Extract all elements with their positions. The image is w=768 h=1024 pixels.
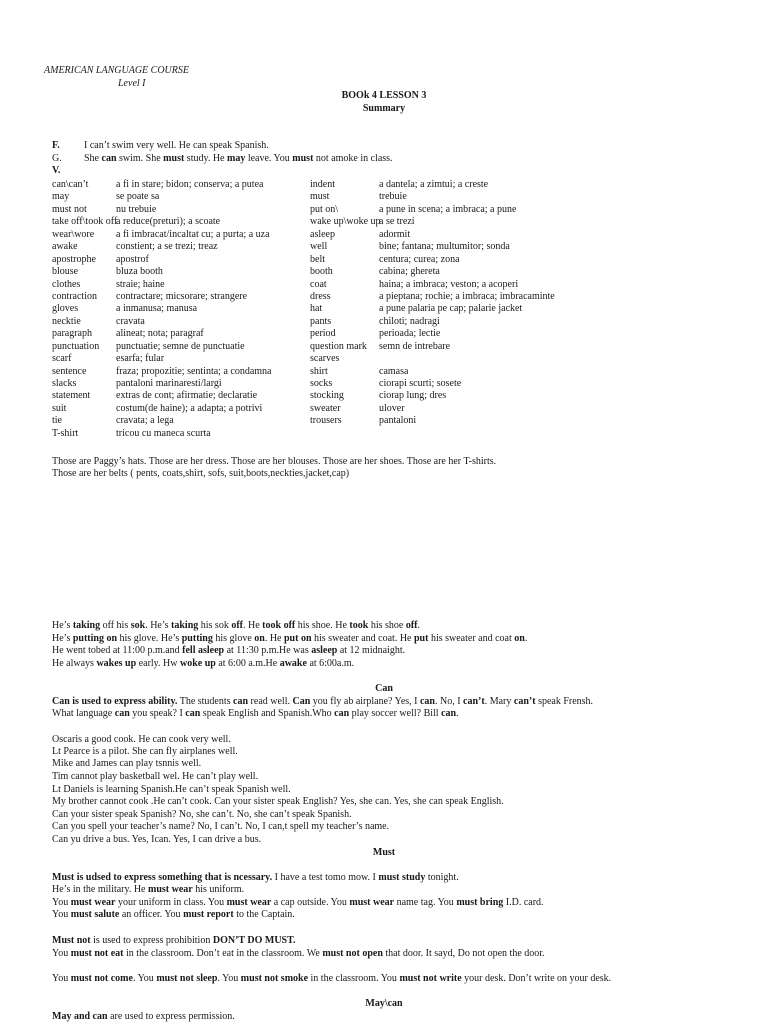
vocab-translation: tricou cu maneca scurta [116,427,211,439]
bold-text: awake [279,658,307,669]
text-segment: an officer. You [119,909,184,920]
vocab-word: awake [52,241,78,253]
can-line-2 [52,708,459,720]
vocab-word: suit [52,402,67,414]
taking-line-4 [52,658,354,670]
bold-text: off [231,620,243,631]
bold-text: can [114,708,130,719]
vocab-translation: cravata [116,315,145,327]
vocab-translation: cravata; a lega [116,415,174,427]
vocab-translation: a se trezi [379,216,415,228]
bold-text: putting on [72,633,118,644]
vocab-translation: fraza; propozitie; sentinta; a condamna [116,365,272,377]
bold-text: wakes up [96,658,137,669]
vocab-translation: straie; haine [116,278,165,290]
bold-text: can [233,696,249,707]
text-segment: What language [52,708,115,719]
vocab-translation: a pune in scena; a imbraca; a pune [379,203,517,215]
bold-text: can’t [513,696,536,707]
text-segment: . Mary [484,696,514,707]
bold-text: must wear [226,897,272,908]
bold-text: put [413,633,429,644]
vocab-translation: alineat; nota; paragraf [116,328,204,340]
bold-text: put on [284,633,312,644]
vocab-row [52,353,752,365]
vocab-row [52,366,752,378]
vocab-translation: a fi in stare; bidon; conserva; a putea [116,179,264,190]
bold-text: must study [378,872,426,883]
must-heading: Must [372,847,396,858]
text-segment: . [417,620,420,631]
text-segment: to the Captain. [233,909,295,920]
vocab-translation: apostrof [116,253,149,265]
can-example-line: My brother cannot cook .He can’t cook. Can your sister speak English? Yes, she can. Yes, she can speak English. [52,796,504,807]
vocab-row [52,328,752,340]
vocab-row [52,316,752,328]
vocab-translation: chiloti; nadragi [379,315,440,327]
vocab-translation: bluza booth [116,266,163,278]
text-segment: The students [177,696,234,707]
vocab-word: punctuation [52,340,100,352]
bold-text: must report [183,909,234,920]
vocab-word: scarf [52,353,72,365]
vocab-word: period [310,328,336,340]
text-segment: tonight. [425,872,459,883]
vocab-word: must not [52,203,87,215]
vocab-row [52,378,752,390]
bold-text: must not sleep [156,973,218,984]
can-line-1 [52,696,593,708]
vocab-word: pants [310,315,332,327]
bold-text: must wear [70,897,116,908]
must-line-2 [52,884,244,896]
bold-text: woke up [179,658,216,669]
vocab-word: apostrophe [52,253,96,265]
vocab-word: dress [310,290,331,302]
bold-text: can [441,708,457,719]
bold-text: Can [292,696,311,707]
text-segment: is used to express prohibition [90,935,213,946]
bold-text: fell asleep [182,645,225,656]
vocab-row [52,428,752,440]
text-segment: You [52,973,71,984]
text-segment: his sok [198,620,232,631]
text-segment: . You [217,973,241,984]
can-example-line: Lt Daniels is learning Spanish.He can’t speak Spanish well. [52,784,291,795]
vocab-word: coat [310,278,327,290]
section-f [52,140,269,152]
bold-text: on [254,633,265,644]
vocab-translation: perioada; lectie [379,328,441,340]
vocab-row [52,254,752,266]
can-example-line: Oscaris a good cook. He can cook very well. [52,734,231,745]
text-segment: I have a test tomo mow. I [272,872,379,883]
vocab-translation: a pune palaria pe cap; palarie jacket [379,303,523,315]
text-segment: your desk. Don’t write on your desk. [461,973,612,984]
text-segment: He always [52,658,97,669]
vocab-row [52,303,752,315]
can-example-line: Can your sister speak Spanish? No, she can’t. No, she can’t speak Spanish. [52,809,352,820]
vocab-word: paragraph [52,328,92,340]
text-segment: are used to express permission. [107,1011,235,1022]
text-segment: You [52,897,71,908]
can-example-line: Tim cannot play basketball wel. He can’t play well. [52,771,259,782]
must-not-line-3 [52,973,611,985]
vocab-word: wake up\woke up [310,216,381,228]
vocab-translation: ulover [379,402,405,414]
vocab-translation: pantaloni marinaresti/largi [116,378,222,389]
vocab-translation: pantaloni [379,415,417,427]
vocab-word: may [52,191,70,203]
vocab-row [52,191,752,203]
bold-text: May and can [52,1011,108,1022]
vocab-word: sentence [52,365,87,377]
section-g [52,153,393,165]
text-segment: He went tobed at 11:00 p.m.and [52,645,183,656]
bold-text: taking [171,620,199,631]
vocab-word: belt [310,253,325,265]
vocab-translation: nu trebuie [116,203,157,215]
text-segment: at 6:00a.m. [306,658,355,669]
vocab-word: trousers [310,415,342,427]
text-segment: He’s in the military. He [52,884,148,895]
must-not-line-1 [52,935,296,947]
text-segment: off his [100,620,131,631]
vocab-word: slacks [52,378,77,389]
vocab-word: put on\ [310,203,339,215]
text-segment: name tag. You [394,897,457,908]
vocab-row [52,341,752,353]
must-line-3 [52,897,544,909]
vocab-word: shirt [310,365,328,377]
bold-text: off [405,620,418,631]
bold-text: must salute [70,909,120,920]
vocab-word: gloves [52,303,79,315]
bold-text: must wear [349,897,395,908]
bold-text: putting [181,633,213,644]
text-segment: you fly ab airplane? Yes, I [310,696,420,707]
vocabulary-table [52,179,752,440]
taking-line-2 [52,633,527,645]
text-segment: . You [132,973,157,984]
vocab-row [52,266,752,278]
vocab-word: stocking [310,390,344,402]
vocab-translation: a reduce(preturi); a scoate [116,216,221,228]
text-segment: his uniform. [192,884,245,895]
text-segment: . He’s [145,620,172,631]
vocab-translation: extras de cont; afirmatie; declaratie [116,390,258,402]
bold-text: must not open [322,948,383,959]
can-example-line: Mike and James can play tsnnis well. [52,758,202,769]
maycan-heading: May\can [365,998,403,1009]
text-segment: You [52,909,71,920]
text-segment: . [456,708,459,719]
bold-text: can [185,708,201,719]
bold-text: must not eat [70,948,124,959]
vocab-translation: costum(de haine); a adapta; a potrivi [116,402,263,414]
taking-line-3 [52,645,405,657]
text-segment: your uniform in class. You [115,897,227,908]
text-segment: He’s [52,633,73,644]
section-g-text: She can swim. She must study. He may leave. You must not amoke in class. [84,153,393,164]
vocab-translation: camasa [379,365,409,377]
maycan-line-1 [52,1011,235,1023]
bold-text: took off [262,620,296,631]
bold-text: must not write [399,973,462,984]
vocab-translation: punctuatie; semne de punctuatie [116,340,245,352]
must-not-line-2 [52,948,545,960]
text-segment: at 12 midnaight. [337,645,406,656]
hats-line-2: Those are her belts ( pents, coats,shirt, sofs, suit,boots,neckties,jacket,cap) [52,468,350,479]
vocab-row [52,179,752,191]
section-v-label: V. [52,165,61,176]
text-segment: early. Hw [136,658,180,669]
vocab-word: necktie [52,315,81,327]
vocab-row [52,390,752,402]
vocab-translation: se poate sa [116,191,160,203]
text-segment: his glove. He’s [117,633,182,644]
bold-text: taking [72,620,101,631]
text-segment: his sweater and coat [428,633,515,644]
text-segment: that door. It sayd, Do not open the door. [382,948,545,959]
bold-text: can [334,708,350,719]
text-segment: You [52,948,71,959]
text-segment: speak English and Spanish.Who [200,708,335,719]
vocab-word: must [310,191,330,203]
vocab-translation: constient; a se trezi; treaz [116,241,218,253]
must-line-1 [52,872,459,884]
text-segment: . He [264,633,284,644]
vocab-word: scarves [310,353,340,365]
vocab-word: sweater [310,402,341,414]
vocab-word: clothes [52,278,81,290]
must-line-4 [52,909,295,921]
text-segment: play soccer well? Bill [349,708,442,719]
bold-text: can [419,696,435,707]
bold-text: can’t [463,696,485,707]
vocab-word: question mark [310,340,367,352]
can-example-line: Lt Pearce is a pilot. She can fly airplanes well. [52,746,238,757]
vocab-translation: haina; a imbraca; veston; a acoperi [379,278,519,290]
text-segment: . No, I [434,696,464,707]
vocab-word: tie [52,415,62,427]
text-segment: He’s [52,620,73,631]
text-segment: I.D. card. [503,897,544,908]
vocab-translation: cabina; ghereta [379,266,440,278]
text-segment: . [524,633,528,644]
bold-text: sok [130,620,146,631]
vocab-word: indent [310,179,335,190]
vocab-translation: bine; fantana; multumitor; sonda [379,241,510,253]
text-segment: in the classroom. Don’t eat in the classroom. We [123,948,323,959]
vocab-row [52,403,752,415]
bold-text: Must not [52,935,91,946]
vocab-row [52,415,752,427]
vocab-translation: a fi imbracat/incaltat cu; a purta; a uza [116,228,270,240]
bold-text: must bring [456,897,504,908]
vocab-word: hat [310,303,323,315]
vocab-word: socks [310,378,333,389]
vocab-word: can\can’t [52,179,89,190]
vocab-row [52,216,752,228]
course-title: AMERICAN LANGUAGE COURSE [44,65,189,76]
vocab-word: well [310,241,328,253]
can-example-line: Can you spell your teacher’s name? No, I can’t. No, I can,t spell my teacher’s name. [52,821,390,832]
vocab-row [52,204,752,216]
section-f-label: F. [52,140,60,151]
can-example-line: Can yu drive a bus. Yes, Ican. Yes, I can drive a bus. [52,834,262,845]
vocab-translation: adormit [379,228,411,240]
hats-line-1: Those are Paggy’s hats. Those are her dress. Those are her blouses. Those are her shoes. Those are her T-shirts. [52,456,497,467]
summary-title: Summary [362,103,406,114]
vocab-word: booth [310,266,333,278]
text-segment: read well. [248,696,293,707]
text-segment: speak Frensh. [535,696,594,707]
vocab-translation: ciorap lung; dres [379,390,447,402]
text-segment: you speak? I [129,708,186,719]
taking-line-1 [52,620,420,632]
vocab-word: take off\took off [52,216,118,228]
vocab-translation: trebuie [379,191,407,203]
vocab-word: T-shirt [52,427,79,439]
bold-text: must not come [70,973,133,984]
vocab-word: wear\wore [52,228,95,240]
can-heading: Can [375,683,393,694]
vocab-translation: a dantela; a zimtui; a creste [379,179,489,190]
bold-text: must wear [148,884,193,895]
course-level: Level I [118,78,146,89]
text-segment: his glove [212,633,255,644]
vocab-row [52,291,752,303]
section-f-text: I can’t swim very well. He can speak Spanish. [84,140,269,151]
vocab-translation: centura; curea; zona [379,253,460,265]
text-segment: a cap outside. You [271,897,350,908]
vocab-word: blouse [52,266,79,278]
vocab-translation: ciorapi scurti; sosete [379,378,462,389]
text-segment: . He [243,620,263,631]
bold-text: Must is udsed to express something that is ncessary. [52,872,273,883]
vocab-translation: semn de intrebare [379,340,451,352]
bold-text: Can is used to express ability. [52,696,178,707]
book-lesson-title: BOOk 4 LESSON 3 [341,90,427,101]
bold-text: took [349,620,369,631]
vocab-word: statement [52,390,91,402]
vocab-row [52,279,752,291]
text-segment: at 11:30 p.m.He was [224,645,312,656]
text-segment: his sweater and coat. He [311,633,414,644]
vocab-translation: a pieptana; rochie; a imbraca; imbracaminte [379,290,555,302]
bold-text: DON’T DO MUST. [212,935,296,946]
text-segment: in the classroom. You [308,973,400,984]
vocab-translation: a inmanusa; manusa [116,303,198,315]
text-segment: his shoe. He [295,620,350,631]
text-segment: at 6:00 a.m.He [215,658,280,669]
text-segment: his shoe [368,620,406,631]
bold-text: must not smoke [240,973,309,984]
vocab-translation: esarfa; fular [116,353,165,365]
vocab-translation: contractare; micsorare; strangere [116,290,248,302]
vocab-row [52,229,752,241]
vocab-word: contraction [52,290,97,302]
vocab-word: asleep [310,228,335,240]
bold-text: on [514,633,525,644]
bold-text: asleep [311,645,338,656]
vocab-row [52,241,752,253]
section-g-label: G. [52,153,62,164]
